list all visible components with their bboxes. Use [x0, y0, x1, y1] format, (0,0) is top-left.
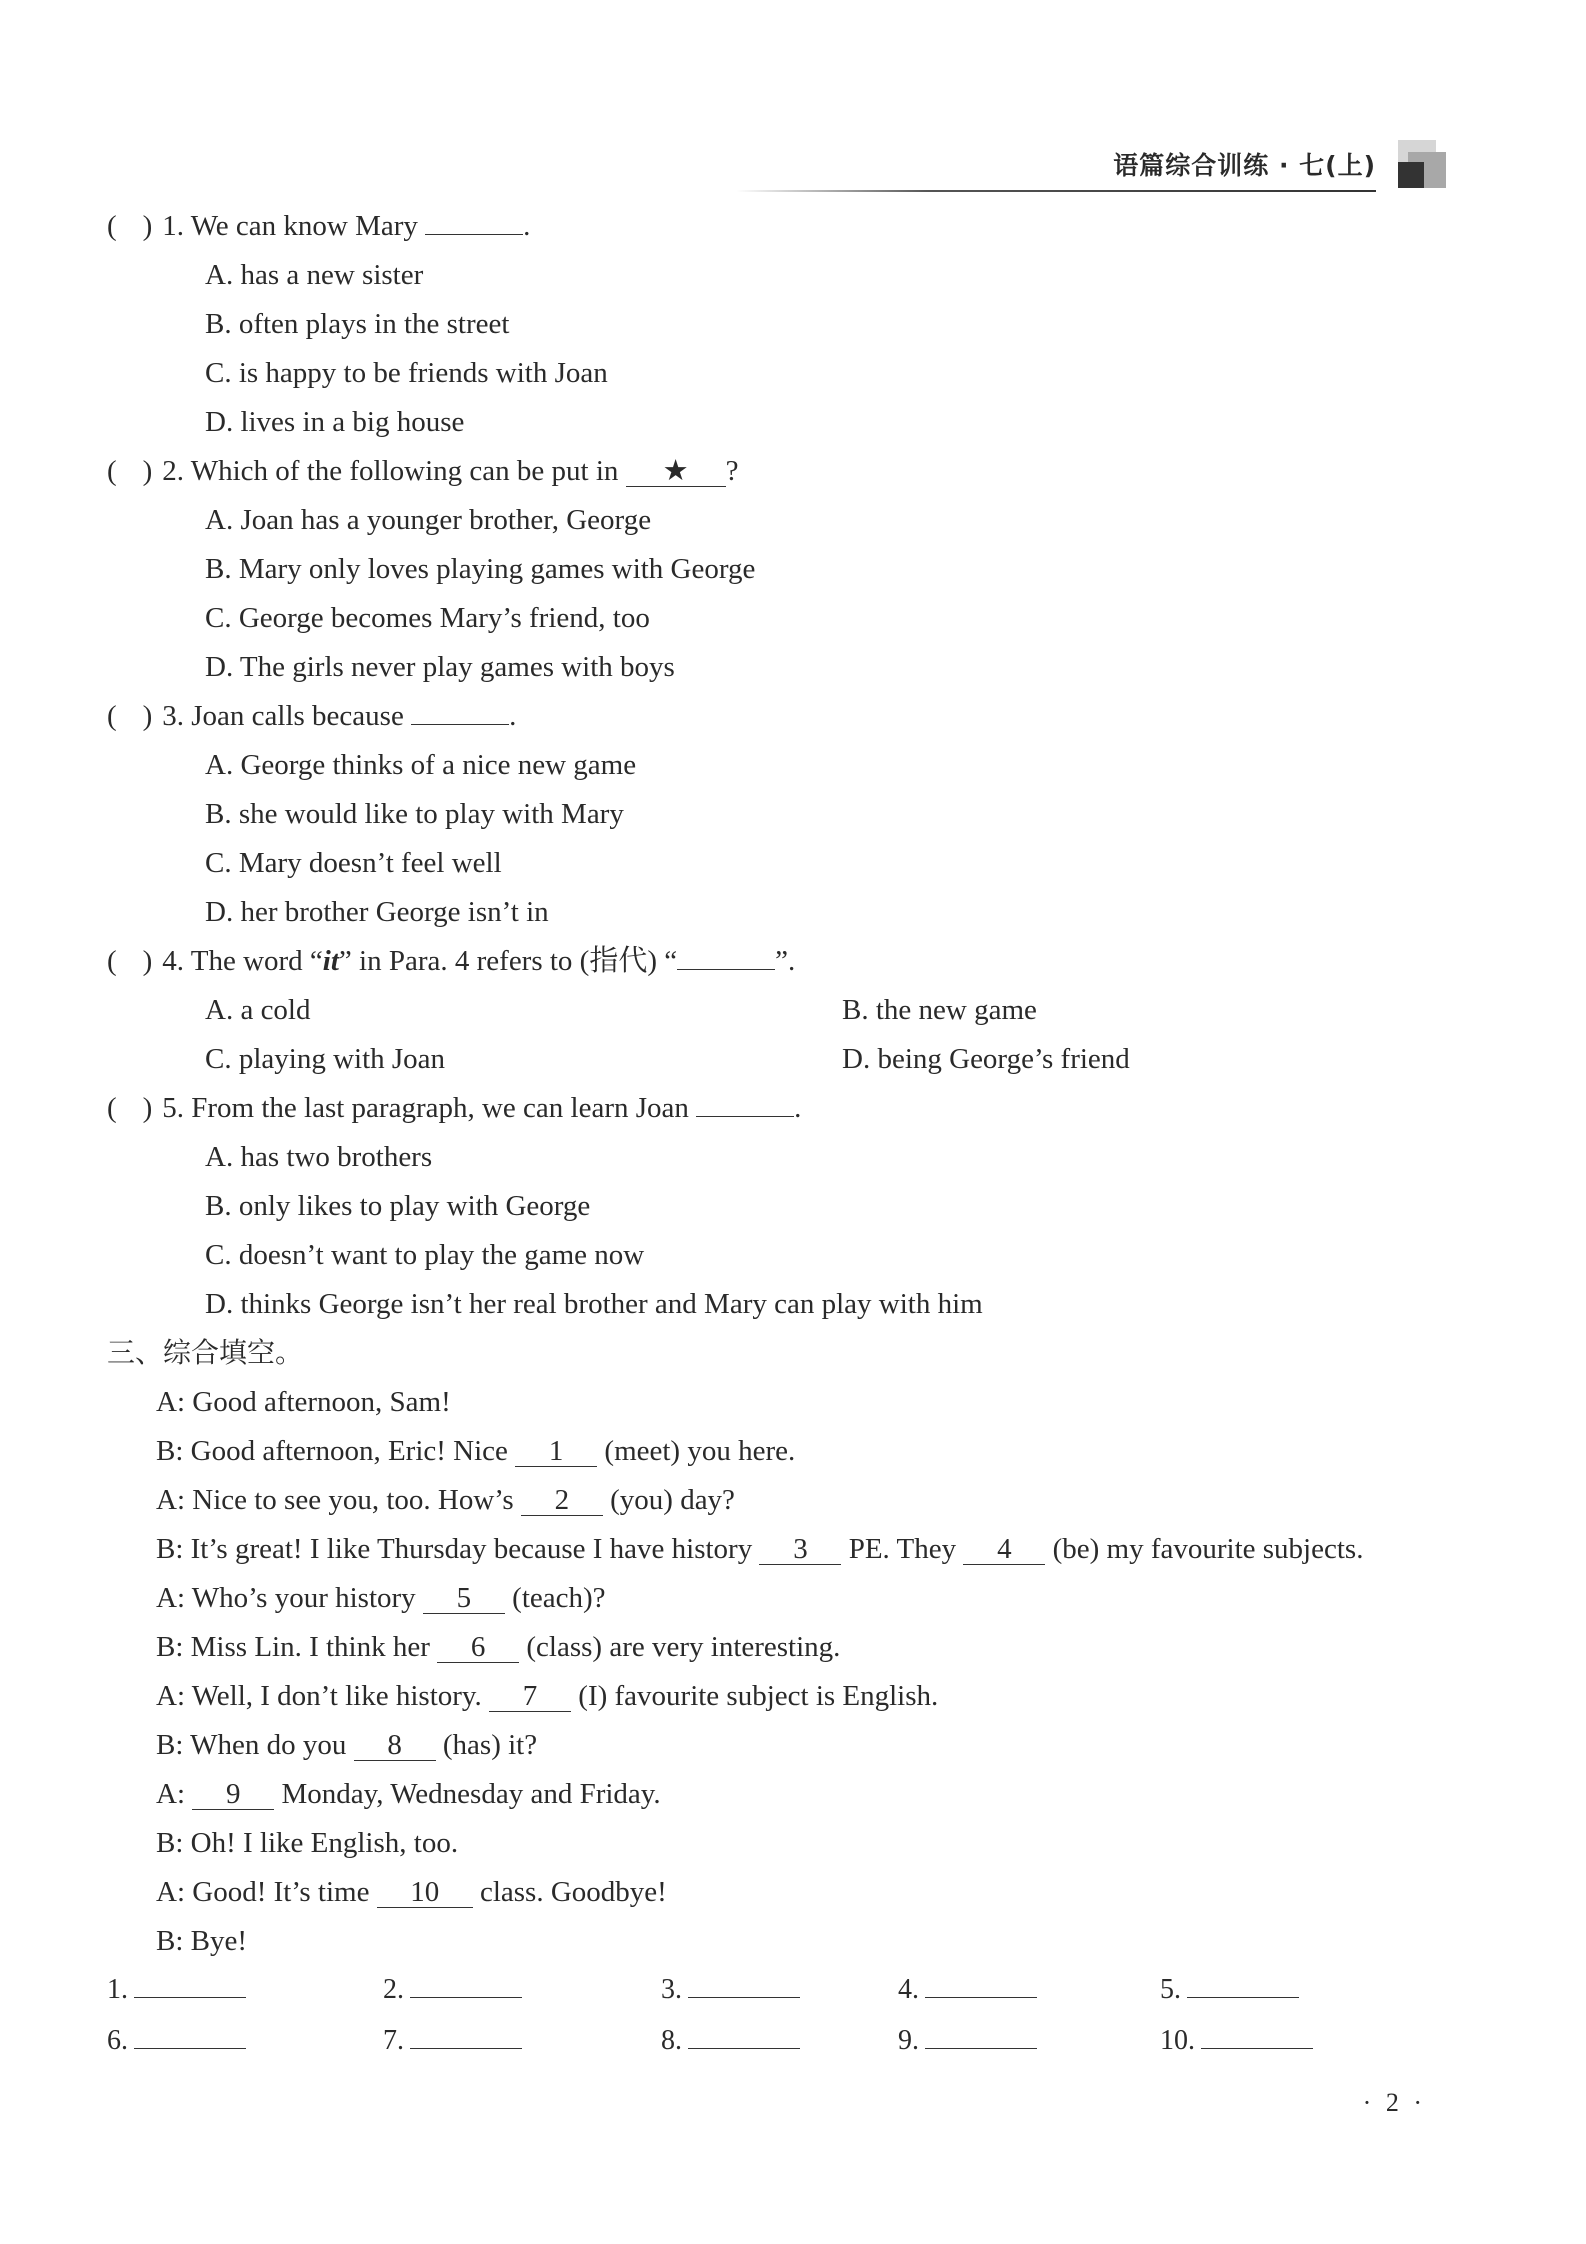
answer-line[interactable]	[1201, 2048, 1313, 2049]
fill-blank[interactable]: 2	[521, 1485, 603, 1516]
answer-line[interactable]	[410, 2048, 522, 2049]
option[interactable]: A. has a new sister	[205, 259, 424, 291]
star-blank	[626, 456, 726, 487]
option[interactable]: D. her brother George isn’t in	[205, 896, 549, 928]
section-title: 三、综合填空。	[107, 1336, 304, 1369]
dialogue-line: B: When do you 8 (has) it?	[156, 1729, 538, 1761]
header-decoration	[1396, 140, 1446, 188]
answer-slot: 9.	[898, 2021, 1037, 2061]
answer-paren[interactable]: ( )	[107, 1092, 153, 1124]
question-3: ( ) 3. Joan calls because .	[107, 696, 516, 736]
option[interactable]: C. Mary doesn’t feel well	[205, 847, 502, 879]
fill-blank[interactable]: 10	[377, 1877, 473, 1908]
answer-slot: 8.	[661, 2021, 800, 2061]
answer-paren[interactable]: ( )	[107, 945, 153, 977]
answer-slot: 5.	[1160, 1970, 1299, 2010]
answer-slot: 6.	[107, 2021, 246, 2061]
answer-paren[interactable]: ( )	[107, 700, 153, 732]
answer-blank[interactable]	[696, 1116, 794, 1117]
dialogue-line: B: It’s great! I like Thursday because I have history 3 PE. They 4 (be) my favourite subjects.	[156, 1533, 1364, 1565]
option[interactable]: B. she would like to play with Mary	[205, 798, 624, 830]
answer-paren[interactable]: ( )	[107, 210, 153, 242]
dialogue-line: A: Well, I don’t like history. 7 (I) favourite subject is English.	[156, 1680, 939, 1712]
dialogue-line: B: Miss Lin. I think her 6 (class) are very interesting.	[156, 1631, 841, 1663]
option[interactable]: B. only likes to play with George	[205, 1190, 591, 1222]
question-5: ( ) 5. From the last paragraph, we can learn Joan .	[107, 1088, 801, 1128]
header-rule	[736, 190, 1376, 192]
option[interactable]: C. playing with Joan	[205, 1043, 446, 1075]
option[interactable]: D. thinks George isn’t her real brother and Mary can play with him	[205, 1288, 983, 1320]
dialogue-line: B: Bye!	[156, 1925, 248, 1957]
answer-blank[interactable]	[411, 724, 509, 725]
option[interactable]: A. George thinks of a nice new game	[205, 749, 637, 781]
answer-slot: 3.	[661, 1970, 800, 2010]
question-1: ( ) 1. We can know Mary .	[107, 206, 530, 246]
answer-line[interactable]	[925, 1997, 1037, 1998]
answer-slot: 7.	[383, 2021, 522, 2061]
answer-line[interactable]	[410, 1997, 522, 1998]
answer-line[interactable]	[134, 1997, 246, 1998]
answer-line[interactable]	[1187, 1997, 1299, 1998]
option[interactable]: B. Mary only loves playing games with George	[205, 553, 756, 585]
option[interactable]: B. the new game	[842, 994, 1037, 1026]
answer-line[interactable]	[925, 2048, 1037, 2049]
answer-blank[interactable]	[677, 969, 775, 970]
option[interactable]: D. lives in a big house	[205, 406, 465, 438]
book-title: 语篇综合训练 · 七(上)	[1113, 151, 1376, 180]
answer-line[interactable]	[134, 2048, 246, 2049]
dialogue-line: A: Nice to see you, too. How’s 2 (you) day?	[156, 1484, 735, 1516]
answer-blank[interactable]	[425, 234, 523, 235]
option[interactable]: C. is happy to be friends with Joan	[205, 357, 608, 389]
answer-slot: 1.	[107, 1970, 246, 2010]
dialogue-line: B: Oh! I like English, too.	[156, 1827, 459, 1859]
fill-blank[interactable]: 6	[437, 1632, 519, 1663]
option[interactable]: A. Joan has a younger brother, George	[205, 504, 652, 536]
answer-paren[interactable]: ( )	[107, 455, 153, 487]
fill-blank[interactable]: 5	[423, 1583, 505, 1614]
dialogue-line: A: Good! It’s time 10 class. Goodbye!	[156, 1876, 667, 1908]
option[interactable]: D. being George’s friend	[842, 1043, 1130, 1075]
option[interactable]: A. a cold	[205, 994, 311, 1026]
answer-slot: 2.	[383, 1970, 522, 2010]
fill-blank[interactable]: 8	[354, 1730, 436, 1761]
option[interactable]: B. often plays in the street	[205, 308, 510, 340]
dialogue-line: A: Good afternoon, Sam!	[156, 1386, 451, 1418]
page-number: · 2 ·	[1362, 2088, 1426, 2117]
star-icon: ★	[662, 455, 689, 487]
answer-slot: 4.	[898, 1970, 1037, 2010]
fill-blank[interactable]: 4	[963, 1534, 1045, 1565]
answer-line[interactable]	[688, 1997, 800, 1998]
fill-blank[interactable]: 7	[489, 1681, 571, 1712]
answer-slot: 10.	[1160, 2021, 1313, 2061]
option[interactable]: C. George becomes Mary’s friend, too	[205, 602, 650, 634]
option[interactable]: C. doesn’t want to play the game now	[205, 1239, 645, 1271]
question-2: ( ) 2. Which of the following can be put in ★ ?	[107, 451, 739, 491]
option[interactable]: A. has two brothers	[205, 1141, 433, 1173]
fill-blank[interactable]: 9	[192, 1779, 274, 1810]
answer-line[interactable]	[688, 2048, 800, 2049]
dialogue-line: A: Who’s your history 5 (teach)?	[156, 1582, 606, 1614]
question-4: ( ) 4. The word “it” in Para. 4 refers to (指代) “ ”.	[107, 941, 795, 981]
option[interactable]: D. The girls never play games with boys	[205, 651, 675, 683]
fill-blank[interactable]: 1	[515, 1436, 597, 1467]
dialogue-line: B: Good afternoon, Eric! Nice 1 (meet) you here.	[156, 1435, 796, 1467]
dialogue-line: A: 9 Monday, Wednesday and Friday.	[156, 1778, 661, 1810]
fill-blank[interactable]: 3	[759, 1534, 841, 1565]
